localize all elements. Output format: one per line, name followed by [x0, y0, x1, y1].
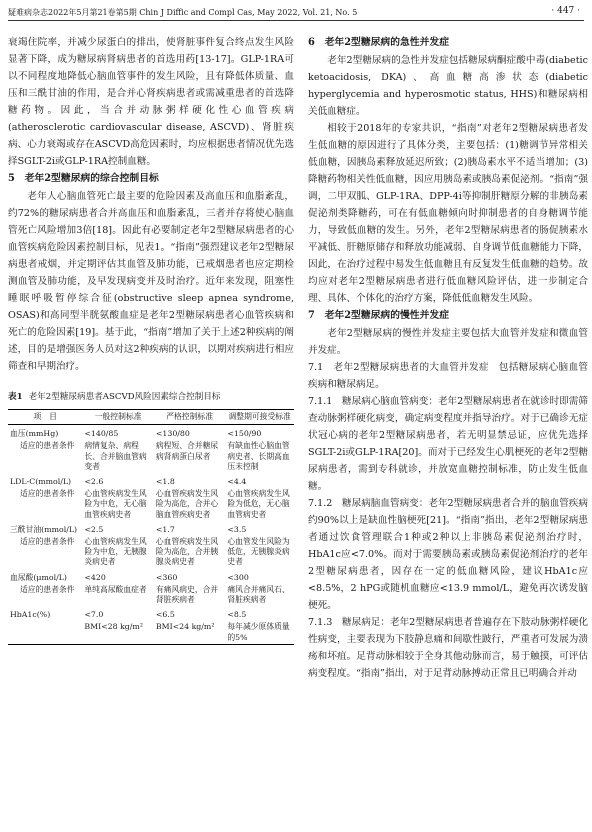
table-cell: 心血管疾病发生风险为中危，无胰腺炎病史者	[84, 537, 147, 567]
table-row-label: 血压(mmHg)	[10, 429, 59, 439]
table-row	[8, 569, 294, 584]
running-header	[8, 4, 584, 21]
table-row-label: 适应的患者条件	[20, 441, 75, 451]
subsection-heading-7-1: 7.1 老年2型糖尿病患者的大血管并发症 包括糖尿病心脑血管疾病和糖尿病足。	[308, 362, 588, 390]
table-cell: <130/80	[155, 429, 190, 439]
table-header: 一般控制标准	[82, 410, 154, 425]
table-cell: <150/90	[227, 429, 262, 439]
paragraph: 老年人心脑血管死亡最主要的危险因素及高血压和血脂紊乱，约72%的糖尿病患者合并高血压和血脂紊乱，三者并存将使心脑血管死亡风险增加3倍[18]。因此有必要制定老年2型糖尿病患者的心血管疾病危险因素控制目标，见表1。“指南”强烈建议老年2型糖尿病患者戒烟，并定期评估其血管及肺功能，已戒烟患者也应定期检测血管及肺功能，及早发现病变并及时治疗。近年来发现，阻塞性睡眠呼吸暂停综合征(obstructive sleep apnea syndrome, OSAS)和高同型半胱氨酸血症是老年2型糖尿病患者心血管疾病和死亡的危险因素[19]。基于此，“指南”增加了关于上述2种疾病的阐述，目的是增强医务人员对这2种疾病的认识，以期对疾病进行相应筛查和早期治疗。	[8, 191, 294, 372]
table-cell: 心血管发生风险为低危，无胰腺炎病史者	[227, 537, 290, 567]
table-cell: 痛风合并痛风石、肾脏疾病者	[227, 584, 290, 605]
paragraph-7-1-1: 7.1.1 糖尿病心脑血管病变：老年2型糖尿病患者在就诊时即需筛查动脉粥样硬化病变，确定病变程度并指导治疗。对于已确诊无症状冠心病的老年2型糖尿病患者，若无明显禁忌证，应优先选择SGLT-2i或GLP-1RA[20]。而对于已经发生心肌梗死的老年2型糖尿病患者，需到专科就诊，并放宽血糖控制标准，防止发生低血糖。	[308, 396, 588, 492]
table-cell: 心血管疾病发生风险为中危，无心脑血管疾病史者	[84, 489, 147, 519]
table-caption	[8, 391, 294, 403]
table-cell: <360	[155, 572, 178, 582]
table-cell: 每年减少原体质量的5%	[225, 621, 294, 644]
table-row-label: HbA1c(%)	[10, 610, 51, 620]
table-cell: 有痛风病史，合并肾脏疾病者	[155, 584, 219, 605]
table-row	[8, 521, 294, 536]
table-cell: <2.5	[84, 524, 104, 534]
table-header: 项 目	[8, 410, 82, 425]
table-row	[8, 488, 294, 521]
table-row-label: 血尿酸(μmol/L)	[10, 572, 67, 582]
table-cell: 单纯高尿酸血症者	[84, 584, 147, 594]
table-cell: 病情复杂、病程长、合并脑血管病变者	[84, 441, 147, 471]
table-cell: BMI<28 kg/m²	[82, 621, 154, 644]
paragraph: 相较于2018年的专家共识，“指南”对老年2型糖尿病患者发生低血糖的原因进行了具体分类，主要包括：(1)糖调节异常相关低血糖，因胰岛素释放延迟所致；(2)胰岛素水平不适当增加；(3)降糖药物相关性低血糖，因应用胰岛素或胰岛素促泌剂。“指南”强调，二甲双胍、GLP-1RA、DPP-4i等抑制肝糖原分解的非胰岛素促泌剂类降糖药，可在有低血糖倾向时抑制患者的自身糖调节能力，导致低血糖的发生。另外，老年2型糖尿病患者的肠促胰素水平减低、肝糖原储存和释放功能减弱、自身调节低血糖能力下降，因此，在治疗过程中易发生低血糖且有反复发生低血糖的趋势。故均应对老年2型糖尿病患者进行低血糖风险评估，进一步制定合理、具体、个体化的治疗方案，降低低血糖发生风险。	[308, 123, 588, 304]
section-heading-7: 7 老年2型糖尿病的慢性并发症	[308, 310, 449, 321]
table-cell: <3.5	[227, 524, 247, 534]
paragraph: 老年2型糖尿病的慢性并发症主要包括大血管并发症和微血管并发症。	[308, 328, 588, 356]
table-row	[8, 621, 294, 644]
table-row-label: 适应的患者条件	[20, 489, 75, 499]
table-cell: <4.4	[227, 477, 247, 487]
table-cell: BMI<24 kg/m²	[154, 621, 226, 644]
table-cell: <420	[84, 572, 106, 582]
section-heading-6: 6 老年2型糖尿病的急性并发症	[308, 37, 449, 48]
table-row	[8, 440, 294, 473]
left-column	[8, 34, 294, 645]
table-row-label: 适应的患者条件	[20, 584, 75, 594]
right-column	[308, 34, 588, 682]
table-cell: 有缺血性心脑血管病史者、长期高血压未控制	[227, 441, 290, 471]
table-title: 老年2型糖尿病患者ASCVD风险因素综合控制目标	[28, 392, 221, 402]
table-cell: 心血管疾病发生风险为低危，无心脑血管病史者	[227, 489, 290, 519]
table-cell: <6.5	[155, 610, 175, 620]
paragraph: 衰竭住院率，并减少尿蛋白的排出，使肾脏事件复合终点发生风险显著下降，成为糖尿病肾病患者的首选用药[13-17]。GLP-1RA可以不同程度地降低心脑血管事件的发生风险，且有降低体质量、血压和三酰甘油的作用，是合并心肾疾病患者或需减重患者的首选降糖药物。因此，当合并动脉粥样硬化性心血管疾病(atherosclerotic cardiovascular disease, ASCVD)、肾脏疾病、心力衰竭或存在ASCVD高危因素时，均应根据患者情况优先选择SGLT-2i或GLP-1RA控制血糖。	[8, 37, 294, 167]
page-number: · 447 ·	[551, 6, 580, 16]
table-cell: <140/85	[84, 429, 119, 439]
journal-citation: 疑难病杂志2022年5月第21卷第5期 Chin J Diffic and Compl Cas, May 2022, Vol. 21, No. 5	[8, 8, 358, 17]
table-row-label: 适应的患者条件	[20, 537, 75, 547]
table-row-label: 三酰甘油(mmol/L)	[10, 524, 78, 534]
table-cell: <2.6	[84, 477, 104, 487]
table-row-label	[8, 621, 82, 644]
table-cell: <1.8	[155, 477, 175, 487]
table-label: 表1	[8, 392, 23, 402]
table-cell: 心血管疾病发生风险为高危，合并胰腺炎病史者	[155, 537, 219, 567]
table-header: 调整期可接受标准	[225, 410, 294, 425]
table-row	[8, 584, 294, 606]
table-row	[8, 473, 294, 488]
table-cell: <300	[227, 572, 249, 582]
table-row	[8, 606, 294, 621]
paragraph-7-1-3: 7.1.3 糖尿病足：老年2型糖尿病患者普遍存在下肢动脉粥样硬化性病变，主要表现为下肢静息痛和间歇性跛行，严重者可发展为溃疡和坏疽。足背动脉相较于全身其他动脉而言，易于触摸，可评估病变程度。“指南”指出，对于足背动脉搏动正常且已明确合并动	[308, 617, 588, 679]
table-row	[8, 536, 294, 569]
paragraph: 老年2型糖尿病的急性并发症包括糖尿病酮症酸中毒(diabetic ketoacidosis, DKA)、高血糖高渗状态(diabetic hyperglycemia and hyperosmotic status, HHS)和糖尿病相关低血糖症。	[308, 55, 588, 117]
table-cell: <7.0	[84, 610, 104, 620]
table-body	[8, 425, 294, 645]
table-cell: 心血管疾病发生风险为高危，合并心脑血管疾病史者	[155, 489, 219, 519]
table-header: 严格控制标准	[154, 410, 226, 425]
table-row	[8, 425, 294, 441]
section-heading-5: 5 老年2型糖尿病的综合控制目标	[8, 173, 159, 184]
table-cell: <1.7	[155, 524, 175, 534]
ascvd-target-table	[8, 409, 294, 645]
table-header-row	[8, 410, 294, 425]
table-row-label: LDL-C(mmol/L)	[10, 477, 72, 487]
table-cell: 病程短、合并糖尿病肾病蛋白尿者	[155, 441, 219, 461]
paragraph-7-1-2: 7.1.2 糖尿病脑血管病变：老年2型糖尿病患者合并的脑血管疾病约90%以上是缺血性脑梗死[21]。“指南”指出，老年2型糖尿病患者通过饮食管理联合1种或2种以上非胰岛素促泌剂治疗时，HbA1c应<7.0%。而对于需要胰岛素或胰岛素促泌剂治疗的老年2型糖尿病患者，因存在一定的低血糖风险，建议HbA1c应<8.5%，2 hPG或随机血糖应<13.9 mmol/L，避免再次诱发脑梗死。	[308, 498, 588, 611]
table-cell: <8.5	[227, 610, 247, 620]
